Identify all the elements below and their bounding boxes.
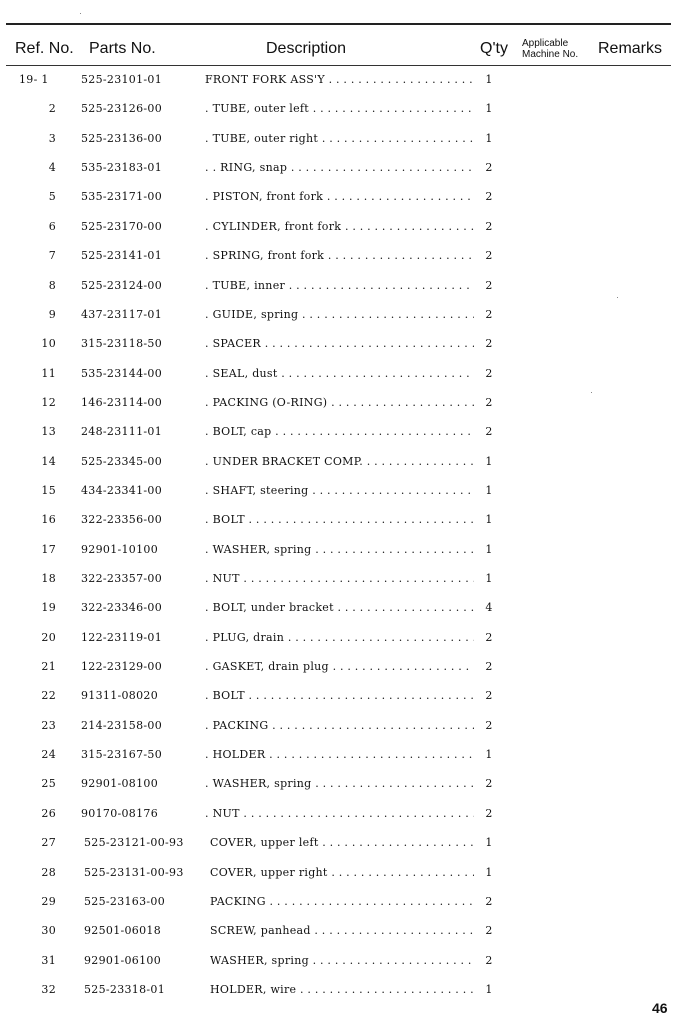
qty-cell: 1 <box>485 982 493 996</box>
qty-cell: 1 <box>485 748 493 762</box>
part-no-cell: 525-23170-00 <box>81 219 163 233</box>
ref-no-cell: 19- 1 <box>19 73 49 86</box>
ref-no-cell: 14 <box>41 454 56 468</box>
part-no-cell: 525-23131-00-93 <box>84 865 184 879</box>
table-row <box>0 367 694 387</box>
qty-cell: 1 <box>485 483 493 497</box>
ref-no-cell: 23 <box>41 718 56 732</box>
ref-no-cell: 11 <box>41 366 56 380</box>
ref-no-cell: 28 <box>41 865 56 879</box>
ref-no-cell: 3 <box>48 131 56 145</box>
qty-cell: 2 <box>485 190 493 204</box>
ref-no-cell: 30 <box>41 924 56 938</box>
table-row <box>0 983 694 1003</box>
description-cell: . CYLINDER, front fork . . . <box>205 220 474 233</box>
ref-no-cell: 26 <box>41 806 56 820</box>
qty-cell: 1 <box>485 131 493 145</box>
part-no-cell: 322-23346-00 <box>81 601 163 615</box>
description-cell: . . RING, snap . . . <box>205 161 474 174</box>
part-no-cell: 525-23345-00 <box>81 454 163 468</box>
qty-cell: 2 <box>485 894 493 908</box>
ref-no-cell: 29 <box>41 894 56 908</box>
description-cell: . BOLT . . . <box>205 513 474 526</box>
qty-cell: 2 <box>485 307 493 321</box>
applicable-header-line1: Applicable <box>522 38 569 49</box>
qty-cell: 1 <box>485 513 493 527</box>
ref-no-cell: 19 <box>41 601 56 615</box>
description-cell: . WASHER, spring . . . <box>205 543 474 556</box>
table-row <box>0 836 694 856</box>
ref-no-cell: 7 <box>48 249 56 263</box>
description-cell: HOLDER, wire . . . <box>210 983 474 996</box>
qty-cell: 2 <box>485 689 493 703</box>
ref-no-cell: 18 <box>41 572 56 585</box>
page-number: 46 <box>652 1000 668 1016</box>
ref-no-cell: 5 <box>48 190 56 204</box>
description-cell: . SPRING, front fork . . . <box>205 249 474 262</box>
part-no-cell: 525-23163-00 <box>84 894 166 908</box>
part-no-cell: 525-23126-00 <box>81 102 163 116</box>
header-top-rule <box>6 23 671 25</box>
description-cell: . PLUG, drain . . . <box>205 631 474 644</box>
table-row <box>0 954 694 974</box>
qty-cell: 2 <box>485 630 493 644</box>
description-cell: . BOLT, under bracket . . . <box>205 601 474 614</box>
qty-cell: 1 <box>485 865 493 879</box>
part-no-cell: 535-23183-01 <box>81 161 163 175</box>
description-cell: . GASKET, drain plug . . . <box>205 660 474 673</box>
table-row <box>0 220 694 240</box>
qty-cell: 2 <box>485 366 493 380</box>
ref-no-cell: 6 <box>48 219 56 233</box>
table-row <box>0 190 694 210</box>
part-no-cell: 525-23136-00 <box>81 131 163 145</box>
qty-header: Q'ty <box>480 40 508 57</box>
table-row <box>0 73 694 93</box>
part-no-cell: 322-23356-00 <box>81 513 163 527</box>
qty-cell: 1 <box>485 102 493 116</box>
description-cell: . SPACER . . . <box>205 337 474 350</box>
parts-no-header: Parts No. <box>89 40 156 57</box>
qty-cell: 2 <box>485 395 493 409</box>
part-no-cell: 122-23119-01 <box>81 630 163 644</box>
part-no-cell: 92501-06018 <box>84 924 162 938</box>
part-no-cell: 434-23341-00 <box>81 483 163 497</box>
qty-cell: 1 <box>485 836 493 850</box>
part-no-cell: 248-23111-01 <box>81 425 163 439</box>
description-cell: . NUT . . . <box>205 807 474 820</box>
ref-no-cell: 25 <box>41 777 56 791</box>
table-row <box>0 484 694 504</box>
table-row <box>0 748 694 768</box>
ref-no-cell: 22 <box>41 689 56 703</box>
description-cell: . NUT . . . <box>205 572 474 585</box>
ref-no-cell: 9 <box>48 307 56 321</box>
scan-speck <box>617 297 618 298</box>
description-cell: . BOLT, cap . . . <box>205 425 474 438</box>
part-no-cell: 315-23118-50 <box>81 337 163 351</box>
part-no-cell: 525-23121-00-93 <box>84 836 184 850</box>
qty-cell: 2 <box>485 718 493 732</box>
table-row <box>0 631 694 651</box>
description-cell: . WASHER, spring . . . <box>205 777 474 790</box>
part-no-cell: 122-23129-00 <box>81 660 163 673</box>
ref-no-cell: 12 <box>41 395 56 409</box>
ref-no-cell: 16 <box>41 513 56 527</box>
ref-no-cell: 13 <box>41 425 56 439</box>
description-cell: . TUBE, inner . . . <box>205 279 474 292</box>
table-row <box>0 543 694 563</box>
table-row <box>0 866 694 886</box>
table-row <box>0 249 694 269</box>
part-no-cell: 92901-08100 <box>81 777 159 791</box>
scan-speck <box>591 392 592 393</box>
description-cell: . PACKING (O-RING) . . . <box>205 396 474 409</box>
qty-cell: 2 <box>485 161 493 175</box>
scan-speck <box>80 13 81 14</box>
qty-cell: 4 <box>485 601 493 615</box>
table-row <box>0 279 694 299</box>
description-cell: COVER, upper right . . . <box>210 866 474 879</box>
description-cell: . UNDER BRACKET COMP. . . . <box>205 455 474 468</box>
description-cell: SCREW, panhead . . . <box>210 924 474 937</box>
table-row <box>0 337 694 357</box>
ref-no-cell: 21 <box>41 660 56 673</box>
ref-no-cell: 27 <box>41 836 56 850</box>
description-cell: . PACKING . . . <box>205 719 474 732</box>
qty-cell: 2 <box>485 777 493 791</box>
ref-no-cell: 32 <box>41 982 56 996</box>
part-no-cell: 315-23167-50 <box>81 748 163 762</box>
table-row <box>0 895 694 915</box>
part-no-cell: 525-23124-00 <box>81 278 163 292</box>
description-cell: FRONT FORK ASS'Y . . . <box>205 73 474 86</box>
description-cell: . SHAFT, steering . . . <box>205 484 474 497</box>
qty-cell: 2 <box>485 337 493 351</box>
ref-no-cell: 2 <box>48 102 56 116</box>
part-no-cell: 525-23101-01 <box>81 73 163 86</box>
ref-no-cell: 20 <box>41 630 56 644</box>
description-cell: . HOLDER . . . <box>205 748 474 761</box>
qty-cell: 2 <box>485 660 493 673</box>
table-row <box>0 455 694 475</box>
ref-no-cell: 8 <box>48 278 56 292</box>
part-no-cell: 146-23114-00 <box>81 395 163 409</box>
part-no-cell: 535-23171-00 <box>81 190 163 204</box>
qty-cell: 1 <box>485 73 493 86</box>
table-row <box>0 572 694 592</box>
qty-cell: 2 <box>485 806 493 820</box>
part-no-cell: 91311-08020 <box>81 689 159 703</box>
part-no-cell: 90170-08176 <box>81 806 159 820</box>
qty-cell: 1 <box>485 542 493 556</box>
table-row <box>0 425 694 445</box>
table-row <box>0 777 694 797</box>
part-no-cell: 535-23144-00 <box>81 366 163 380</box>
qty-cell: 2 <box>485 219 493 233</box>
description-cell: . TUBE, outer right . . . <box>205 132 474 145</box>
qty-cell: 1 <box>485 454 493 468</box>
part-no-cell: 437-23117-01 <box>81 307 163 321</box>
description-cell: WASHER, spring . . . <box>210 954 474 967</box>
table-row <box>0 396 694 416</box>
table-row <box>0 102 694 122</box>
description-cell: . TUBE, outer left . . . <box>205 102 474 115</box>
table-row <box>0 601 694 621</box>
description-cell: . PISTON, front fork . . . <box>205 190 474 203</box>
qty-cell: 2 <box>485 924 493 938</box>
part-no-cell: 525-23141-01 <box>81 249 163 263</box>
part-no-cell: 92901-10100 <box>81 542 159 556</box>
qty-cell: 2 <box>485 425 493 439</box>
table-row <box>0 924 694 944</box>
qty-cell: 1 <box>485 572 493 585</box>
table-row <box>0 513 694 533</box>
table-row <box>0 807 694 827</box>
part-no-cell: 214-23158-00 <box>81 718 163 732</box>
ref-no-header: Ref. No. <box>15 40 74 57</box>
description-cell: . SEAL, dust . . . <box>205 367 474 380</box>
table-row <box>0 132 694 152</box>
table-row <box>0 660 694 680</box>
description-cell: PACKING . . . <box>210 895 474 908</box>
header-bottom-rule <box>6 65 671 66</box>
description-header: Description <box>266 40 347 57</box>
part-no-cell: 525-23318-01 <box>84 982 166 996</box>
ref-no-cell: 10 <box>41 337 56 351</box>
part-no-cell: 92901-06100 <box>84 953 162 967</box>
description-cell: COVER, upper left . . . <box>210 836 474 849</box>
table-row <box>0 308 694 328</box>
remarks-header: Remarks <box>598 40 663 57</box>
qty-cell: 2 <box>485 278 493 292</box>
description-cell: . GUIDE, spring . . . <box>205 308 474 321</box>
ref-no-cell: 31 <box>41 953 56 967</box>
qty-cell: 2 <box>485 953 493 967</box>
table-row <box>0 689 694 709</box>
qty-cell: 2 <box>485 249 493 263</box>
description-cell: . BOLT . . . <box>205 689 474 702</box>
ref-no-cell: 4 <box>48 161 56 175</box>
table-row <box>0 161 694 181</box>
ref-no-cell: 15 <box>41 483 56 497</box>
part-no-cell: 322-23357-00 <box>81 572 163 585</box>
applicable-header-line2: Machine No. <box>522 49 579 60</box>
ref-no-cell: 24 <box>41 748 56 762</box>
table-row <box>0 719 694 739</box>
ref-no-cell: 17 <box>41 542 56 556</box>
